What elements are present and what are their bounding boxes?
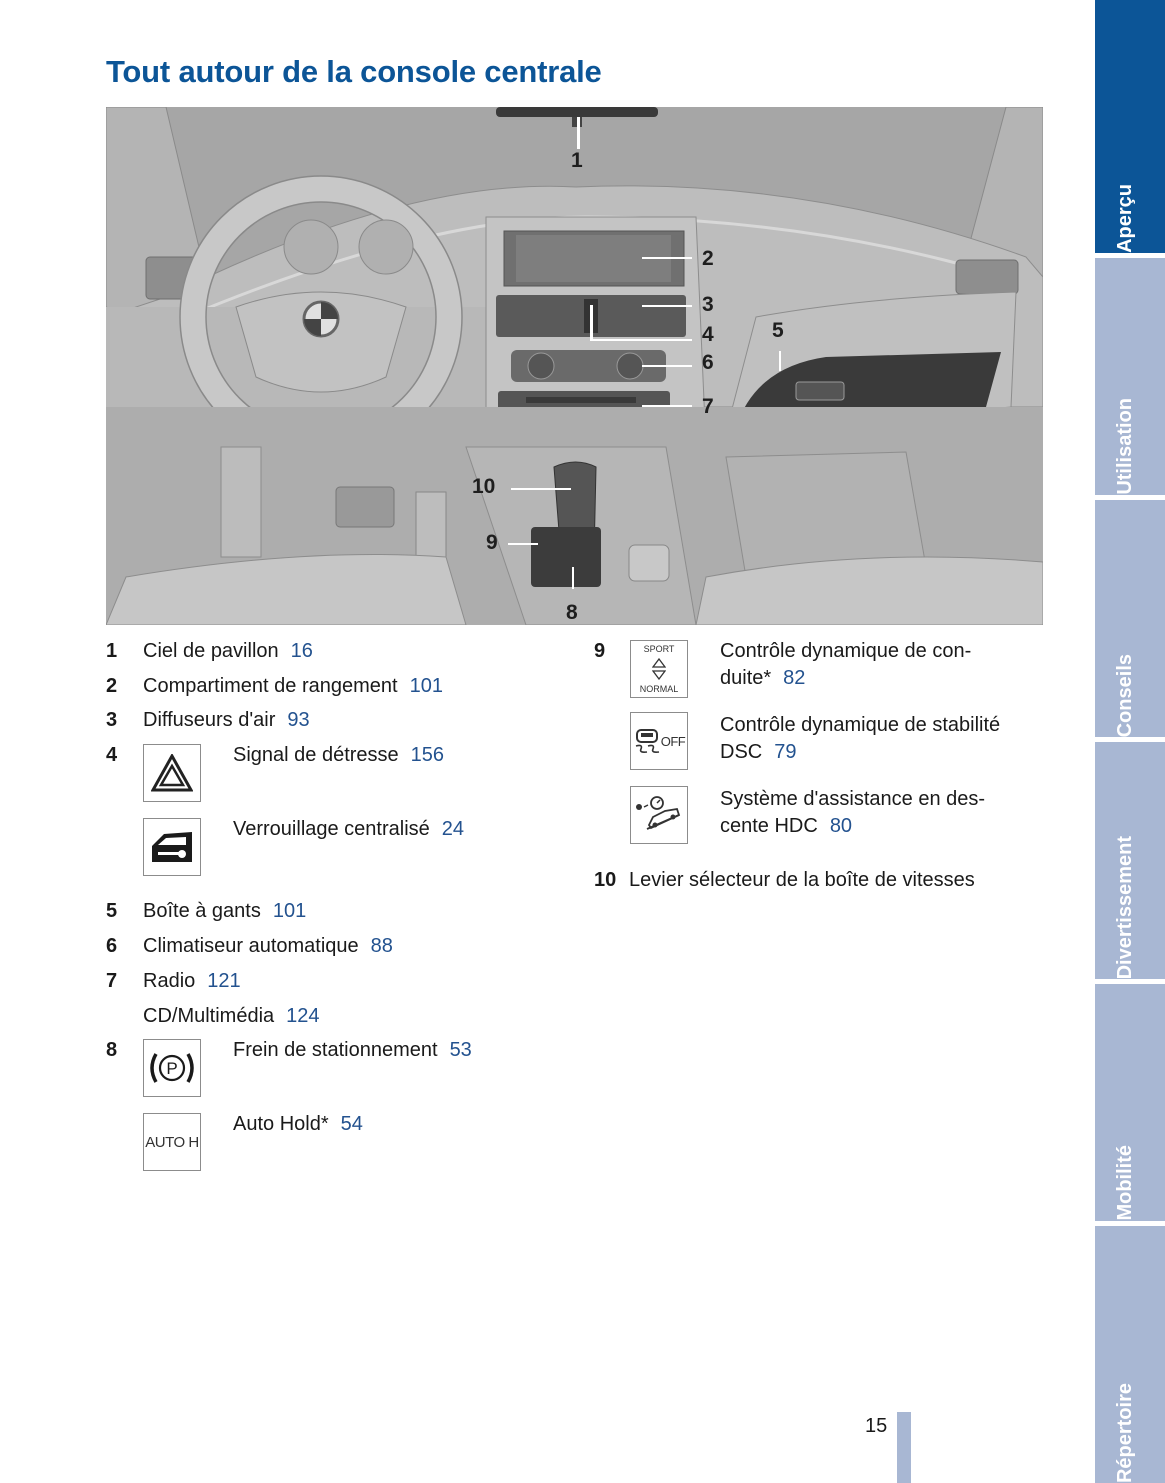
tab-label: Aperçu: [1113, 184, 1136, 253]
item-number: 7: [106, 970, 118, 992]
item-label-line2: duite*: [720, 667, 772, 689]
page-reference-link[interactable]: 53: [449, 1039, 472, 1061]
callout-1: 1: [571, 149, 583, 172]
tab-repertoire[interactable]: [1095, 1226, 1165, 1483]
item-label-line2: cente HDC: [720, 815, 818, 837]
page-reference-link[interactable]: 82: [783, 667, 806, 689]
page-reference-link[interactable]: 54: [340, 1113, 363, 1135]
page-reference-link[interactable]: 101: [272, 900, 307, 922]
hill-descent-icon: [630, 786, 688, 844]
item-label-line1: Contrôle dynamique de stabilité: [720, 714, 1001, 736]
item-label: Diffuseurs d'air: [143, 709, 276, 731]
item-label: Signal de détresse: [233, 744, 399, 766]
callout-10: 10: [472, 475, 496, 498]
page-number-bar: [897, 1412, 911, 1483]
item-number: 1: [106, 640, 118, 662]
svg-text:P: P: [166, 1059, 178, 1078]
item-label: Levier sélecteur de la boîte de vitesses: [629, 869, 975, 891]
item-label: Verrouillage centralisé: [233, 818, 430, 840]
section-tabs: [1095, 0, 1165, 1483]
sport-normal-icon: [630, 640, 688, 698]
auto-hold-icon-text: AUTO H: [145, 1133, 199, 1151]
normal-label: NORMAL: [639, 684, 679, 694]
item-label: Radio: [143, 970, 196, 992]
page-reference-link[interactable]: 124: [286, 1005, 320, 1027]
tab-mobilite[interactable]: [1095, 984, 1165, 1221]
item-label: Frein de stationnement: [233, 1039, 438, 1061]
tab-apercu[interactable]: [1095, 0, 1165, 253]
dsc-off-icon: [630, 712, 688, 770]
item-number: 4: [106, 744, 118, 766]
item-label: Ciel de pavillon: [143, 640, 279, 662]
tab-utilisation[interactable]: [1095, 258, 1165, 495]
item-label-line1: Système d'assistance en des-: [720, 788, 986, 810]
page-reference-link[interactable]: 79: [774, 741, 797, 763]
callout-7: 7: [702, 395, 714, 418]
page-reference-link[interactable]: 101: [409, 675, 443, 697]
tab-label: Mobilité: [1113, 1145, 1136, 1221]
page-reference-link[interactable]: 24: [441, 818, 465, 840]
callout-4: 4: [702, 323, 714, 346]
callout-6: 6: [702, 351, 714, 374]
callout-5: 5: [772, 319, 784, 342]
tab-label: Utilisation: [1113, 398, 1136, 495]
callout-9: 9: [486, 531, 498, 554]
callout-3: 3: [702, 293, 714, 316]
item-number: 2: [106, 675, 118, 697]
sport-label: SPORT: [643, 644, 675, 654]
tab-divertissement[interactable]: [1095, 742, 1165, 979]
page-reference-link[interactable]: 93: [287, 709, 310, 731]
item-label: Boîte à gants: [143, 900, 261, 922]
page-reference-link[interactable]: 16: [290, 640, 313, 662]
item-number: 6: [106, 935, 118, 957]
tab-label: Divertissement: [1113, 835, 1136, 979]
item-number: 9: [594, 640, 606, 662]
callout-8: 8: [566, 601, 578, 624]
item-number: 5: [106, 900, 118, 922]
page-reference-link[interactable]: 80: [829, 815, 853, 837]
tab-conseils[interactable]: [1095, 500, 1165, 737]
item-label-line2: DSC: [720, 741, 763, 763]
page-title: Tout autour de la console centrale: [106, 54, 602, 89]
page-reference-link[interactable]: 88: [370, 935, 393, 957]
dsc-off-text: OFF: [660, 733, 686, 749]
item-label-line1: Contrôle dynamique de con-: [720, 640, 972, 662]
page-number: 15: [865, 1415, 888, 1437]
tab-label: Conseils: [1113, 653, 1136, 737]
item-label: Auto Hold*: [233, 1113, 329, 1135]
item-label: Climatiseur automatique: [143, 935, 359, 957]
callout-2: 2: [702, 247, 714, 270]
page-reference-link[interactable]: 156: [410, 744, 445, 766]
page-reference-link[interactable]: 121: [207, 970, 241, 992]
item-label: Compartiment de rangement: [143, 675, 398, 697]
tab-label: Répertoire: [1113, 1382, 1136, 1483]
item-number: 10: [594, 869, 617, 891]
item-number: 3: [106, 709, 118, 731]
item-number: 8: [106, 1039, 118, 1061]
item-label: CD/Multimédia: [143, 1005, 275, 1027]
